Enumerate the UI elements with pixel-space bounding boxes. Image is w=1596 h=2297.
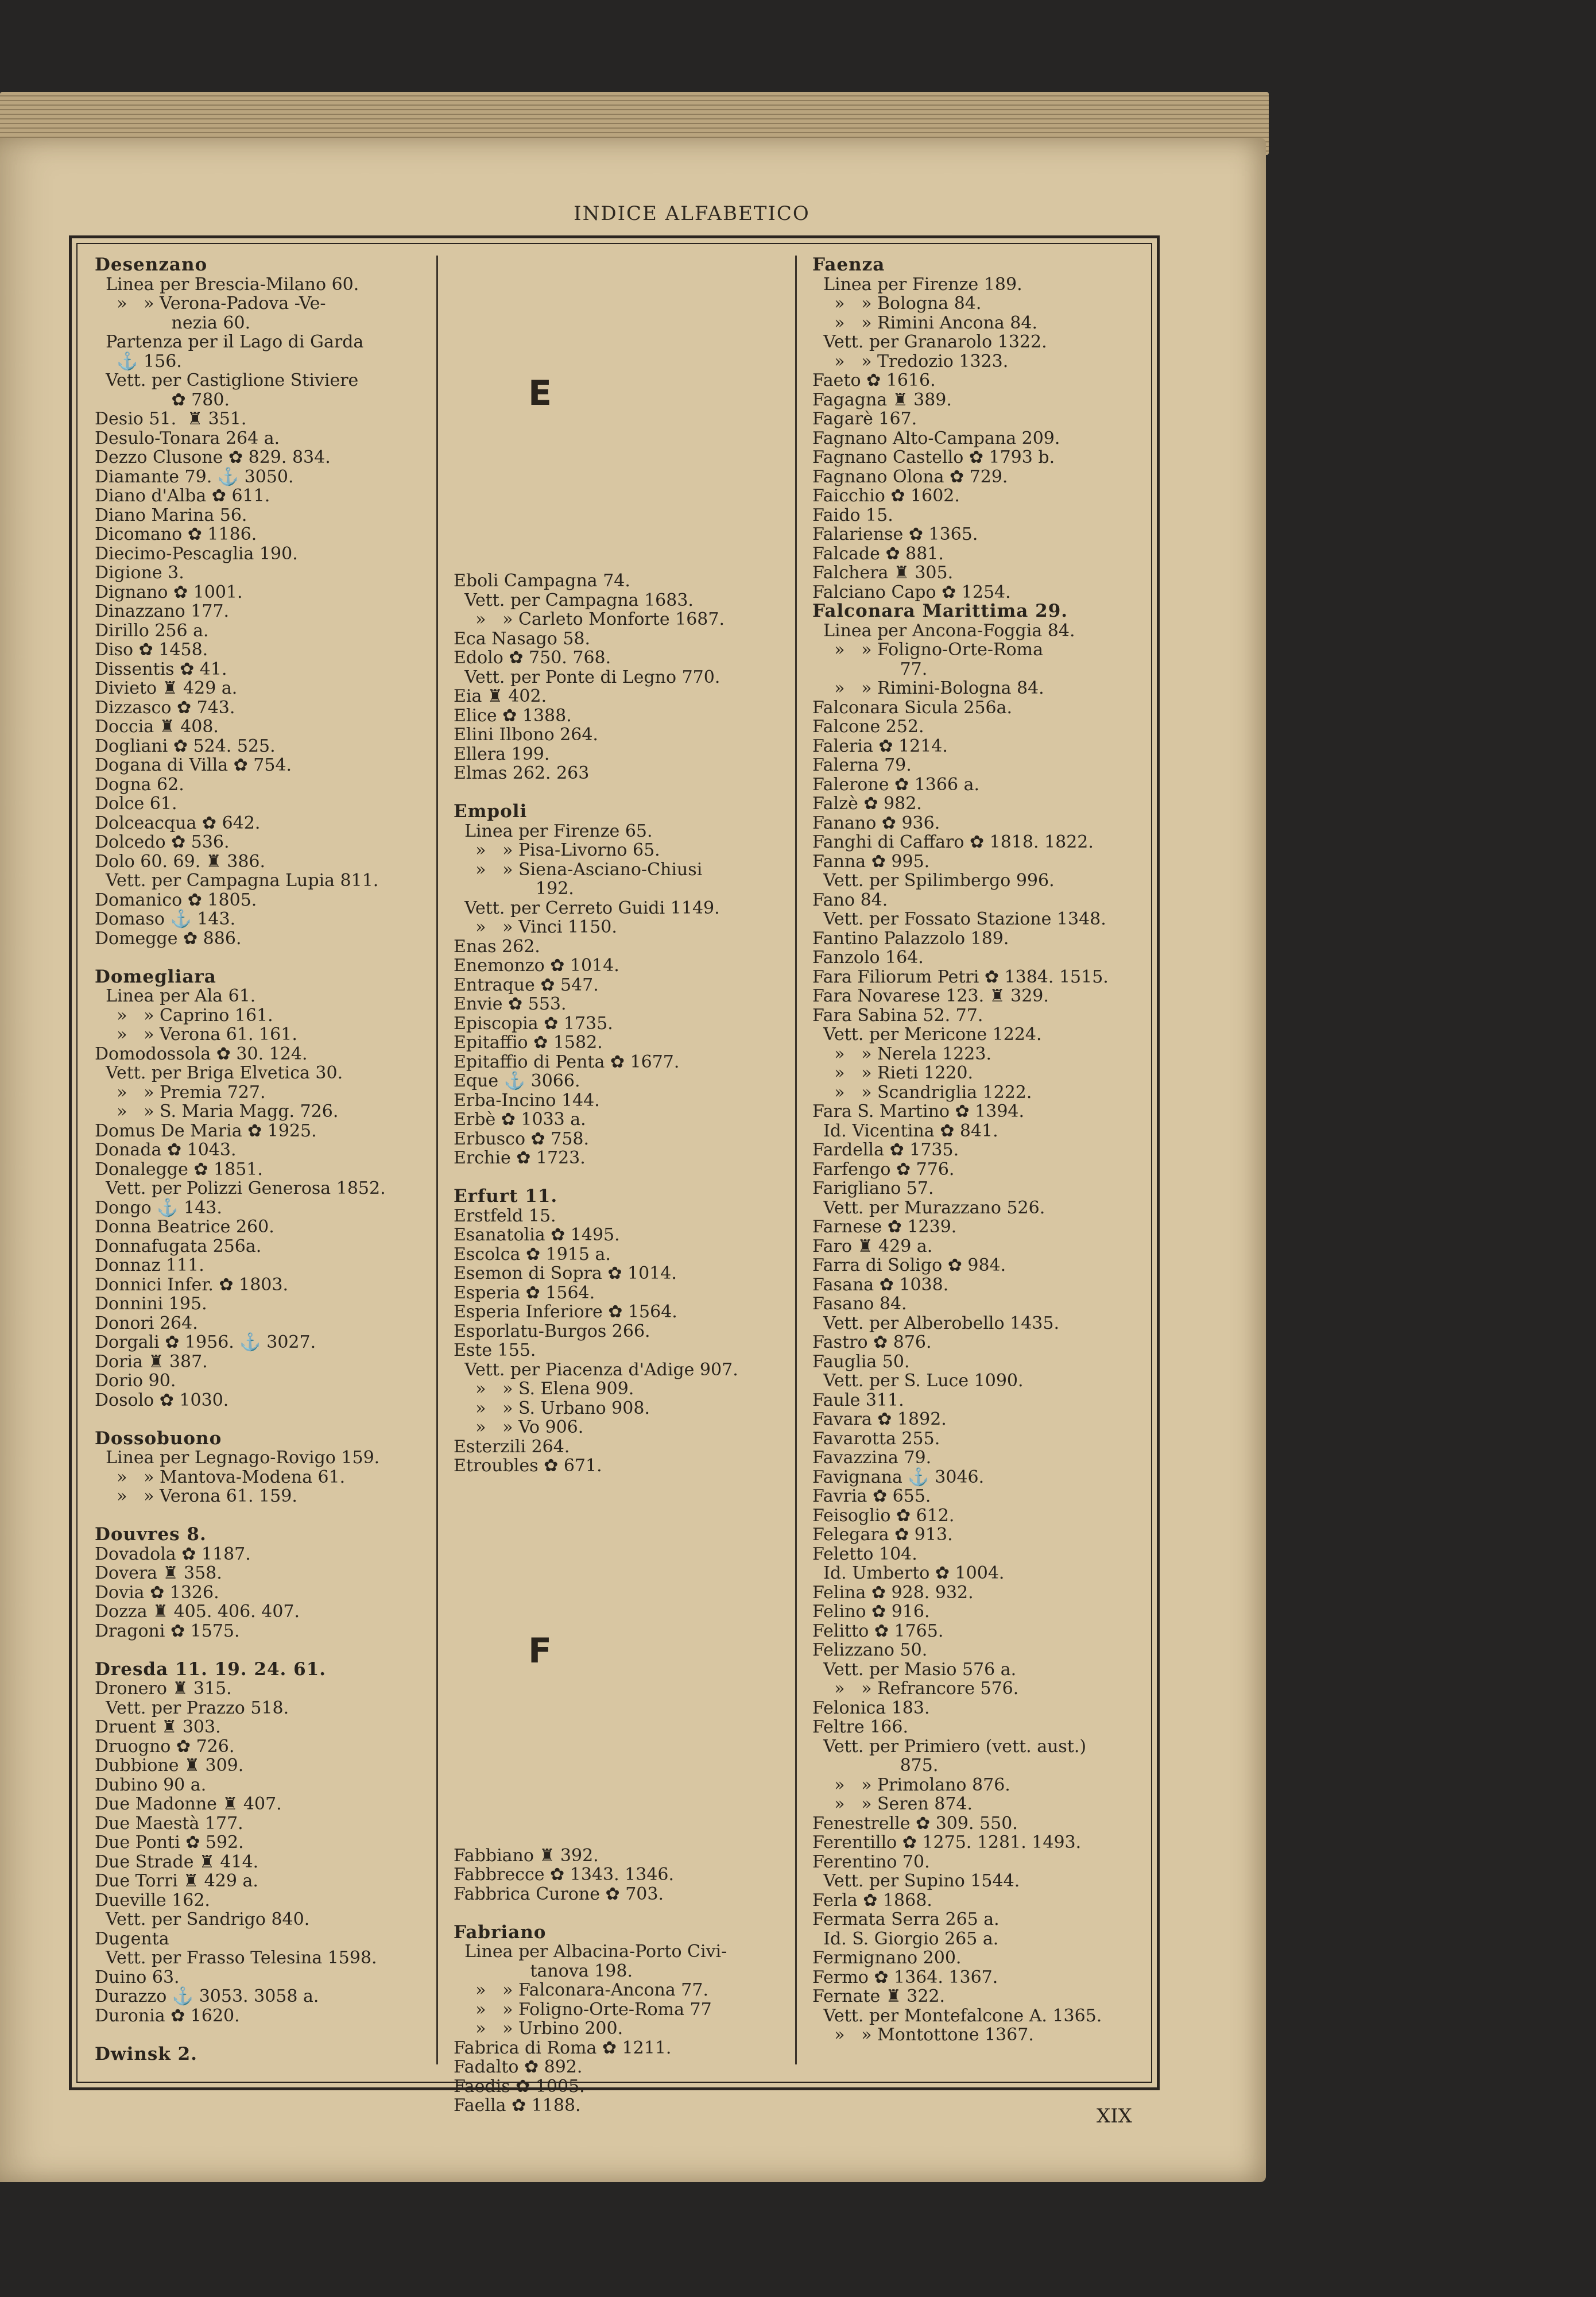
index-entry: Feisoglio ✿ 612. <box>812 1505 955 1526</box>
index-entry: Esporlatu-Burgos 266. <box>454 1321 650 1341</box>
index-entry: Donna Beatrice 260. <box>95 1217 274 1237</box>
index-entry: Fagarè 167. <box>812 409 917 429</box>
index-entry: Dovera ♜ 358. <box>95 1563 222 1583</box>
index-entry: Dogliani ✿ 524. 525. <box>95 736 276 756</box>
index-entry: Ellera 199. <box>454 744 550 764</box>
index-entry: » » Premia 727. <box>95 1082 266 1103</box>
index-heading: Fabriano <box>454 1921 547 1943</box>
index-entry: Esperia ✿ 1564. <box>454 1282 595 1303</box>
index-entry: Este 155. <box>454 1340 536 1360</box>
index-entry: Dragoni ✿ 1575. <box>95 1621 240 1641</box>
index-entry: Doccia ♜ 408. <box>95 717 219 737</box>
index-entry: Falzè ✿ 982. <box>812 794 922 814</box>
index-entry: Esemon di Sopra ✿ 1014. <box>454 1263 677 1283</box>
index-entry: Dongo ⚓ 143. <box>95 1197 222 1218</box>
index-entry: Falcade ✿ 881. <box>812 543 944 564</box>
index-entry: tanova 198. <box>454 1960 633 1981</box>
index-entry: » » S. Maria Magg. 726. <box>95 1101 339 1122</box>
index-entry: Edolo ✿ 750. 768. <box>454 648 611 668</box>
index-entry <box>454 1904 804 1923</box>
index-entry: Divieto ♜ 429 a. <box>95 678 238 698</box>
index-entry: Enas 262. <box>454 936 540 957</box>
section-letter-e: E <box>528 373 552 413</box>
index-entry: Erbè ✿ 1033 a. <box>454 1109 586 1130</box>
index-entry: » » Rieti 1220. <box>812 1063 974 1083</box>
index-entry: Diso ✿ 1458. <box>95 640 208 660</box>
index-entry: Vett. per Cerreto Guidi 1149. <box>454 898 720 918</box>
index-entry: Dosolo ✿ 1030. <box>95 1390 229 1410</box>
index-entry: Escolca ✿ 1915 a. <box>454 1244 611 1264</box>
index-entry: » » Falconara-Ancona 77. <box>454 1980 708 2000</box>
index-entry: Fabrica di Roma ✿ 1211. <box>454 2037 672 2058</box>
index-entry <box>95 948 428 968</box>
index-entry: Duronia ✿ 1620. <box>95 2005 240 2026</box>
index-entry: Vett. per Murazzano 526. <box>812 1197 1045 1218</box>
index-entry: Fabbrica Curone ✿ 703. <box>454 1884 664 1904</box>
index-entry: Durazzo ⚓ 3053. 3058 a. <box>95 1986 319 2006</box>
index-entry <box>95 1506 428 1526</box>
index-entry: Linea per Firenze 65. <box>454 821 653 841</box>
index-entry: Vett. per Sandrigo 840. <box>95 1909 310 1929</box>
index-frame <box>69 235 1160 2116</box>
index-entry: » » Verona 61. 159. <box>95 1486 297 1506</box>
index-entry: Favignana ⚓ 3046. <box>812 1467 985 1487</box>
index-entry: Vett. per Granarolo 1322. <box>812 332 1047 352</box>
index-entry: Fermata Serra 265 a. <box>812 1909 1000 1929</box>
index-entry: Feletto 104. <box>812 1544 917 1564</box>
index-entry: Farnese ✿ 1239. <box>812 1217 957 1237</box>
index-entry: Fermo ✿ 1364. 1367. <box>812 1967 998 1987</box>
index-entry: Fermignano 200. <box>812 1948 962 1968</box>
index-entry: Diecimo-Pescaglia 190. <box>95 543 298 564</box>
index-entry: Eboli Campagna 74. <box>454 571 630 591</box>
index-entry: Donalegge ✿ 1851. <box>95 1159 263 1180</box>
index-entry: » » S. Elena 909. <box>454 1379 634 1399</box>
index-entry: Falciano Capo ✿ 1254. <box>812 582 1011 602</box>
index-entry <box>454 783 804 803</box>
index-entry: Eque ⚓ 3066. <box>454 1071 580 1091</box>
index-entry: » » Scandriglia 1222. <box>812 1082 1032 1103</box>
index-entry: Falchera ♜ 305. <box>812 563 954 583</box>
index-entry: Duino 63. <box>95 1967 180 1987</box>
index-entry: Dorgali ✿ 1956. ⚓ 3027. <box>95 1332 316 1352</box>
index-entry: Dolce 61. <box>95 794 177 814</box>
index-entry: Linea per Ala 61. <box>95 986 256 1006</box>
index-entry: Vett. per Mericone 1224. <box>812 1024 1042 1045</box>
index-entry: Vett. per Fossato Stazione 1348. <box>812 909 1106 929</box>
index-entry: Dogana di Villa ✿ 754. <box>95 755 292 775</box>
index-entry: Vett. per S. Luce 1090. <box>812 1371 1024 1391</box>
index-entry: Fagnano Castello ✿ 1793 b. <box>812 447 1055 467</box>
index-entry: Fardella ✿ 1735. <box>812 1140 959 1160</box>
index-entry: Dubino 90 a. <box>95 1774 207 1795</box>
index-entry: Domanico ✿ 1805. <box>95 890 257 910</box>
index-entry: » » Mantova-Modena 61. <box>95 1467 346 1487</box>
index-entry: Feltre 166. <box>812 1717 909 1737</box>
index-entry: Farigliano 57. <box>812 1178 934 1198</box>
index-entry: Vett. per Castiglione Stiviere <box>95 370 359 390</box>
index-entry: Eia ♜ 402. <box>454 686 547 706</box>
index-entry: Dugenta <box>95 1928 169 1949</box>
index-column-e-f <box>454 256 804 2116</box>
index-entry: Faeto ✿ 1616. <box>812 370 936 390</box>
index-entry: Dovia ✿ 1326. <box>95 1582 219 1603</box>
index-column-d <box>95 256 428 2064</box>
index-entry: Dizzasco ✿ 743. <box>95 697 235 718</box>
index-entry: Erbusco ✿ 758. <box>454 1128 590 1149</box>
index-entry: » » Seren 874. <box>812 1794 973 1814</box>
index-entry: » » Montottone 1367. <box>812 2025 1034 2045</box>
index-entry: Dolceacqua ✿ 642. <box>95 813 261 833</box>
index-entry: Elmas 262. 263 <box>454 763 590 783</box>
index-entry: Dissentis ✿ 41. <box>95 659 227 679</box>
index-entry: Falconara Sicula 256a. <box>812 697 1013 718</box>
index-entry: Domegge ✿ 886. <box>95 928 242 949</box>
index-entry: Domus De Maria ✿ 1925. <box>95 1120 317 1141</box>
index-entry: Due Torri ♜ 429 a. <box>95 1871 258 1891</box>
index-entry: Dirillo 256 a. <box>95 620 209 641</box>
index-heading: Dossobuono <box>95 1428 222 1449</box>
index-entry: Dolcedo ✿ 536. <box>95 832 230 852</box>
index-entry <box>95 1641 428 1660</box>
index-entry: Fara Sabina 52. 77. <box>812 1005 983 1026</box>
index-entry: Fano 84. <box>812 890 888 910</box>
index-entry: Vett. per Polizzi Generosa 1852. <box>95 1178 386 1198</box>
index-entry: Fanzolo 164. <box>812 948 924 968</box>
index-entry: Erba-Incino 144. <box>454 1090 600 1111</box>
index-entry: Donori 264. <box>95 1313 198 1333</box>
index-entry: » » Vinci 1150. <box>454 917 617 937</box>
index-entry: Ferla ✿ 1868. <box>812 1890 932 1911</box>
index-column-f-cont <box>812 256 1163 2045</box>
index-entry: » » Primolano 876. <box>812 1774 1010 1795</box>
index-entry: Faule 311. <box>812 1390 904 1410</box>
index-entry: » » Tredozio 1323. <box>812 351 1009 372</box>
index-heading: Desenzano <box>95 254 208 275</box>
index-entry: » » Foligno-Orte-Roma <box>812 640 1044 660</box>
index-entry: Enemonzo ✿ 1014. <box>454 956 619 976</box>
index-entry: Favara ✿ 1892. <box>812 1409 947 1429</box>
index-entry: Felonica 183. <box>812 1697 930 1718</box>
index-entry: Falerna 79. <box>812 755 912 775</box>
index-entry: Esanatolia ✿ 1495. <box>454 1225 620 1245</box>
index-entry: Druogno ✿ 726. <box>95 1736 235 1757</box>
index-entry: Fastro ✿ 876. <box>812 1332 932 1352</box>
index-entry: » » Bologna 84. <box>812 293 982 314</box>
index-entry: Entraque ✿ 547. <box>454 975 599 995</box>
index-entry: Vett. per Prazzo 518. <box>95 1697 289 1718</box>
index-entry: Domodossola ✿ 30. 124. <box>95 1043 308 1064</box>
section-letter-f: F <box>528 1631 552 1671</box>
index-heading: Falconara Marittima 29. <box>812 601 1068 621</box>
index-heading: Domegliara <box>95 966 216 987</box>
index-entry: Diano d'Alba ✿ 611. <box>95 486 270 506</box>
index-entry <box>95 1410 428 1429</box>
index-entry: Vett. per Briga Elvetica 30. <box>95 1063 343 1083</box>
index-heading: Empoli <box>454 801 528 822</box>
index-entry: Erstfeld 15. <box>454 1205 556 1226</box>
index-entry: Faella ✿ 1188. <box>454 2095 581 2116</box>
index-heading: Erfurt 11. <box>454 1186 558 1206</box>
index-entry: Vett. per Alberobello 1435. <box>812 1313 1060 1333</box>
index-entry: Fenestrelle ✿ 309. 550. <box>812 1813 1018 1834</box>
index-entry: » » Pisa-Livorno 65. <box>454 840 660 860</box>
index-section-e <box>454 571 804 1476</box>
index-entry: » » Rimini-Bologna 84. <box>812 678 1044 698</box>
index-entry: Felitto ✿ 1765. <box>812 1621 944 1641</box>
index-entry: Fadalto ✿ 892. <box>454 2057 583 2077</box>
index-entry: Linea per Ancona-Foggia 84. <box>812 620 1075 641</box>
index-entry: 77. <box>812 659 928 679</box>
index-entry: Dolo 60. 69. ♜ 386. <box>95 851 266 872</box>
index-entry: » » Foligno-Orte-Roma 77 <box>454 1999 712 2020</box>
index-entry: Druent ♜ 303. <box>95 1717 221 1737</box>
index-entry: Id. S. Giorgio 265 a. <box>812 1928 999 1949</box>
index-entry: » » Urbino 200. <box>454 2018 623 2039</box>
index-heading: Dwinsk 2. <box>95 2043 197 2064</box>
index-entry: Esterzili 264. <box>454 1436 570 1457</box>
index-entry: Diano Marina 56. <box>95 505 247 525</box>
index-entry: Due Strade ♜ 414. <box>95 1851 259 1872</box>
index-entry: Felegara ✿ 913. <box>812 1525 953 1545</box>
index-entry: Due Madonne ♜ 407. <box>95 1794 282 1814</box>
index-entry: Farfengo ✿ 776. <box>812 1159 955 1180</box>
index-entry: Vett. per Ponte di Legno 770. <box>454 667 720 687</box>
index-entry: Dueville 162. <box>95 1890 210 1911</box>
index-entry: Vett. per Piacenza d'Adige 907. <box>454 1359 738 1380</box>
index-entry: Elice ✿ 1388. <box>454 705 572 726</box>
index-entry: Fasano 84. <box>812 1294 907 1314</box>
index-entry: Vett. per Spilimbergo 996. <box>812 871 1055 891</box>
index-entry: Dronero ♜ 315. <box>95 1679 232 1699</box>
index-entry: Faedis ✿ 1005. <box>454 2076 585 2097</box>
index-entry: Donnaz 111. <box>95 1255 204 1275</box>
index-entry: Vett. per Supino 1544. <box>812 1871 1020 1891</box>
index-entry: Dignano ✿ 1001. <box>95 582 243 602</box>
index-entry: Fanna ✿ 995. <box>812 851 930 872</box>
index-entry: Erchie ✿ 1723. <box>454 1148 586 1168</box>
index-entry: Doria ♜ 387. <box>95 1351 208 1372</box>
index-entry: Ferentino 70. <box>812 1851 930 1872</box>
index-heading: Douvres 8. <box>95 1524 207 1545</box>
index-entry: Donnini 195. <box>95 1294 207 1314</box>
index-entry: » » Siena-Asciano-Chiusi <box>454 859 703 880</box>
index-entry: Linea per Legnago-Rovigo 159. <box>95 1448 380 1468</box>
index-entry: Epitaffio ✿ 1582. <box>454 1033 603 1053</box>
index-entry: Fabbiano ♜ 392. <box>454 1845 599 1866</box>
index-entry: Dozza ♜ 405. 406. 407. <box>95 1602 300 1622</box>
index-entry: Felizzano 50. <box>812 1640 928 1660</box>
index-entry: Epitaffio di Penta ✿ 1677. <box>454 1051 680 1072</box>
index-entry: Faro ♜ 429 a. <box>812 1236 933 1256</box>
index-entry: Dubbione ♜ 309. <box>95 1755 244 1776</box>
index-heading: Dresda 11. 19. 24. 61. <box>95 1658 327 1680</box>
index-entry: Diamante 79. ⚓ 3050. <box>95 466 294 487</box>
index-entry: Donnici Infer. ✿ 1803. <box>95 1274 288 1295</box>
index-entry: Due Maestà 177. <box>95 1813 243 1834</box>
index-entry: » » S. Urbano 908. <box>454 1398 650 1418</box>
index-entry: Dicomano ✿ 1186. <box>95 524 257 544</box>
page-header: INDICE ALFABETICO <box>574 202 810 225</box>
index-entry: Fagagna ♜ 389. <box>812 389 952 410</box>
index-entry: Vett. per Masio 576 a. <box>812 1659 1017 1680</box>
index-entry: Fara Novarese 123. ♜ 329. <box>812 986 1049 1006</box>
index-entry: Fara Filiorum Petri ✿ 1384. 1515. <box>812 966 1109 987</box>
index-entry: Etroubles ✿ 671. <box>454 1456 602 1476</box>
index-entry: Dorio 90. <box>95 1371 176 1391</box>
index-entry: Dezzo Clusone ✿ 829. 834. <box>95 447 331 467</box>
index-entry: Fanghi di Caffaro ✿ 1818. 1822. <box>812 832 1094 852</box>
index-entry: Desulo-Tonara 264 a. <box>95 428 280 448</box>
index-entry: Felina ✿ 928. 932. <box>812 1582 974 1603</box>
index-entry: Faicchio ✿ 1602. <box>812 486 960 506</box>
index-entry: 875. <box>812 1755 939 1776</box>
column-rule-right <box>795 256 797 2064</box>
index-entry: Fagnano Alto-Campana 209. <box>812 428 1060 448</box>
index-entry: Domaso ⚓ 143. <box>95 909 236 929</box>
index-entry: Partenza per il Lago di Garda <box>95 332 364 352</box>
index-entry: » » Verona 61. 161. <box>95 1024 297 1045</box>
index-entry <box>454 1168 804 1188</box>
index-entry: Episcopia ✿ 1735. <box>454 1013 613 1034</box>
index-entry: Fanano ✿ 936. <box>812 813 940 833</box>
index-entry: Fabbrecce ✿ 1343. 1346. <box>454 1865 675 1885</box>
index-entry: Donnafugata 256a. <box>95 1236 262 1256</box>
index-entry: » » Nerela 1223. <box>812 1043 991 1064</box>
index-entry: Donada ✿ 1043. <box>95 1140 237 1160</box>
index-heading: Faenza <box>812 254 885 275</box>
index-entry: ✿ 780. <box>95 389 230 410</box>
index-entry: Ferentillo ✿ 1275. 1281. 1493. <box>812 1832 1082 1853</box>
index-entry: » » Verona-Padova -Ve- <box>95 293 326 314</box>
index-entry: Favarotta 255. <box>812 1428 940 1449</box>
index-entry: Linea per Firenze 189. <box>812 274 1022 295</box>
index-entry: Fantino Palazzolo 189. <box>812 928 1009 949</box>
index-entry: Vett. per Campagna 1683. <box>454 590 694 610</box>
index-entry: Faido 15. <box>812 505 893 525</box>
index-entry: » » Refrancore 576. <box>812 1679 1019 1699</box>
index-entry: Faleria ✿ 1214. <box>812 736 948 756</box>
index-entry: ⚓ 156. <box>95 351 182 372</box>
index-entry: 192. <box>454 879 574 899</box>
index-entry: Farra di Soligo ✿ 984. <box>812 1255 1006 1275</box>
index-entry: Eca Nasago 58. <box>454 628 591 649</box>
index-entry: Elini Ilbono 264. <box>454 725 598 745</box>
index-entry <box>95 2025 428 2045</box>
index-entry: Id. Umberto ✿ 1004. <box>812 1563 1005 1583</box>
index-entry: Falcone 252. <box>812 717 924 737</box>
index-entry: Digione 3. <box>95 563 184 583</box>
index-entry: Id. Vicentina ✿ 841. <box>812 1120 998 1141</box>
index-entry: Dogna 62. <box>95 774 184 795</box>
index-entry: Favazzina 79. <box>812 1448 932 1468</box>
index-entry: Linea per Brescia-Milano 60. <box>95 274 359 295</box>
index-entry: Envie ✿ 553. <box>454 994 567 1014</box>
index-entry: Fara S. Martino ✿ 1394. <box>812 1101 1025 1122</box>
index-entry: Vett. per Primiero (vett. aust.) <box>812 1736 1087 1757</box>
index-entry: Felino ✿ 916. <box>812 1602 930 1622</box>
index-entry: Dinazzano 177. <box>95 601 230 621</box>
index-entry: Vett. per Frasso Telesina 1598. <box>95 1948 377 1968</box>
index-section-f <box>454 1846 804 2116</box>
index-entry: Fagnano Olona ✿ 729. <box>812 466 1008 487</box>
index-entry: Due Ponti ✿ 592. <box>95 1832 244 1853</box>
index-entry: Esperia Inferiore ✿ 1564. <box>454 1302 677 1322</box>
index-entry: » » Carleto Monforte 1687. <box>454 609 725 629</box>
page-number: XIX <box>1097 2105 1132 2128</box>
index-entry: » » Caprino 161. <box>95 1005 273 1026</box>
index-entry: Falariense ✿ 1365. <box>812 524 978 544</box>
index-entry: Favria ✿ 655. <box>812 1486 931 1506</box>
index-entry: Fernate ♜ 322. <box>812 1986 946 2006</box>
index-entry: » » Vo 906. <box>454 1417 584 1437</box>
index-entry: Vett. per Campagna Lupia 811. <box>95 871 379 891</box>
index-entry: Vett. per Montefalcone A. 1365. <box>812 2005 1102 2026</box>
index-entry: » » Rimini Ancona 84. <box>812 312 1037 333</box>
index-entry: Fasana ✿ 1038. <box>812 1274 949 1295</box>
index-entry: Falerone ✿ 1366 a. <box>812 774 980 795</box>
index-entry: Linea per Albacina-Porto Civi- <box>454 1942 727 1962</box>
index-entry: Dovadola ✿ 1187. <box>95 1544 251 1564</box>
index-entry: Fauglia 50. <box>812 1351 910 1372</box>
index-entry: nezia 60. <box>95 312 251 333</box>
index-entry: Desio 51. ♜ 351. <box>95 409 247 429</box>
column-rule-left <box>436 256 438 2064</box>
